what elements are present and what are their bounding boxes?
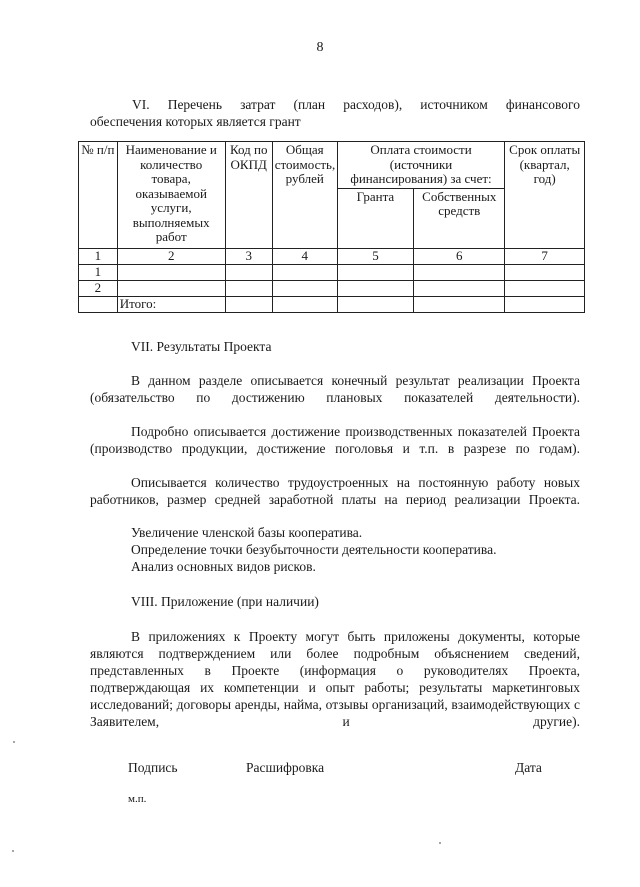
table-cell: [505, 264, 585, 280]
header-payment: Оплата стоимости (источники финансирования) за счет:: [337, 142, 505, 189]
header-code: Код по ОКПД: [225, 142, 272, 249]
header-num: № п/п: [79, 142, 118, 249]
table-cell: [337, 280, 413, 296]
section-6-title-line-1: VI. Перечень затрат (план расходов), источником финансового: [132, 97, 580, 112]
section-7-paragraph-3: Описывается количество трудоустроенных на постоянную работу новых работников, размер средней заработной платы на период реализации Проекта.: [90, 475, 580, 507]
scan-speck: [439, 842, 441, 844]
table-cell: [505, 296, 585, 312]
expenses-table: [78, 141, 585, 313]
section-7-paragraph-1: В данном разделе описывается конечный результат реализации Проекта (обязательство по достижению плановых показателей деятельности).: [90, 373, 580, 405]
header-grant: Гранта: [337, 188, 413, 248]
col-number-cell: 1: [79, 248, 118, 264]
col-number-cell: 6: [414, 248, 505, 264]
col-number-cell: 2: [117, 248, 225, 264]
section-8-paragraph: В приложениях к Проекту могут быть приложены документы, которые являются подтверждением или более подробным объяснением сведений, представленных в Проекте (информация о руководителях Проекта, подтверждающая их компетенции и опыт работы; результаты маркетинговых исследований; договоры аренды, найма, отзывы организаций, взаимодействующих с Заявителем, и другие).: [90, 629, 580, 729]
table-cell: [79, 296, 118, 312]
table-cell: [337, 296, 413, 312]
table-cell: [225, 264, 272, 280]
section-7-line-1: Увеличение членской базы кооператива.: [131, 525, 363, 540]
table-cell: [225, 280, 272, 296]
table-cell: [117, 264, 225, 280]
row-number: 2: [79, 280, 118, 296]
scan-speck: [12, 850, 14, 852]
total-row: [79, 296, 585, 312]
section-8-title: VIII. Приложение (при наличии): [131, 594, 319, 609]
scan-speck: [13, 741, 15, 743]
table-cell: [414, 296, 505, 312]
section-7-line-3: Анализ основных видов рисков.: [131, 559, 316, 574]
section-7-paragraph-2: Подробно описывается достижение производственных показателей Проекта (производство продукции, достижение поголовья и т.п. в разрезе по годам).: [90, 424, 580, 456]
section-7-title: VII. Результаты Проекта: [131, 339, 272, 354]
header-term: Срок оплаты (квартал, год): [505, 142, 585, 249]
section-6-title-line-2: обеспечения которых является грант: [90, 114, 301, 129]
table-cell: [272, 264, 337, 280]
signature-label: Подпись: [128, 760, 178, 775]
section-6-title: [90, 96, 580, 130]
col-number-cell: 3: [225, 248, 272, 264]
table-row: [79, 280, 585, 296]
table-cell: [225, 296, 272, 312]
section-7-line-2: Определение точки безубыточности деятельности кооператива.: [131, 542, 497, 557]
table-cell: [272, 280, 337, 296]
header-total: Общая стоимость, рублей: [272, 142, 337, 249]
header-name: Наименование и количество товара, оказываемой услуги, выполняемых работ: [117, 142, 225, 249]
row-number: 1: [79, 264, 118, 280]
col-number-cell: 5: [337, 248, 413, 264]
table-cell: [272, 296, 337, 312]
col-number-cell: 7: [505, 248, 585, 264]
page-number: 8: [316, 40, 324, 55]
table-cell: [414, 264, 505, 280]
table-cell: [414, 280, 505, 296]
date-label: Дата: [515, 760, 542, 775]
table-row: [79, 264, 585, 280]
table-cell: [337, 264, 413, 280]
decode-label: Расшифровка: [246, 760, 325, 775]
table-cell: [117, 280, 225, 296]
total-label: Итого:: [117, 296, 225, 312]
header-own: Собственных средств: [414, 188, 505, 248]
stamp-label: м.п.: [128, 793, 147, 805]
col-number-cell: 4: [272, 248, 337, 264]
table-cell: [505, 280, 585, 296]
